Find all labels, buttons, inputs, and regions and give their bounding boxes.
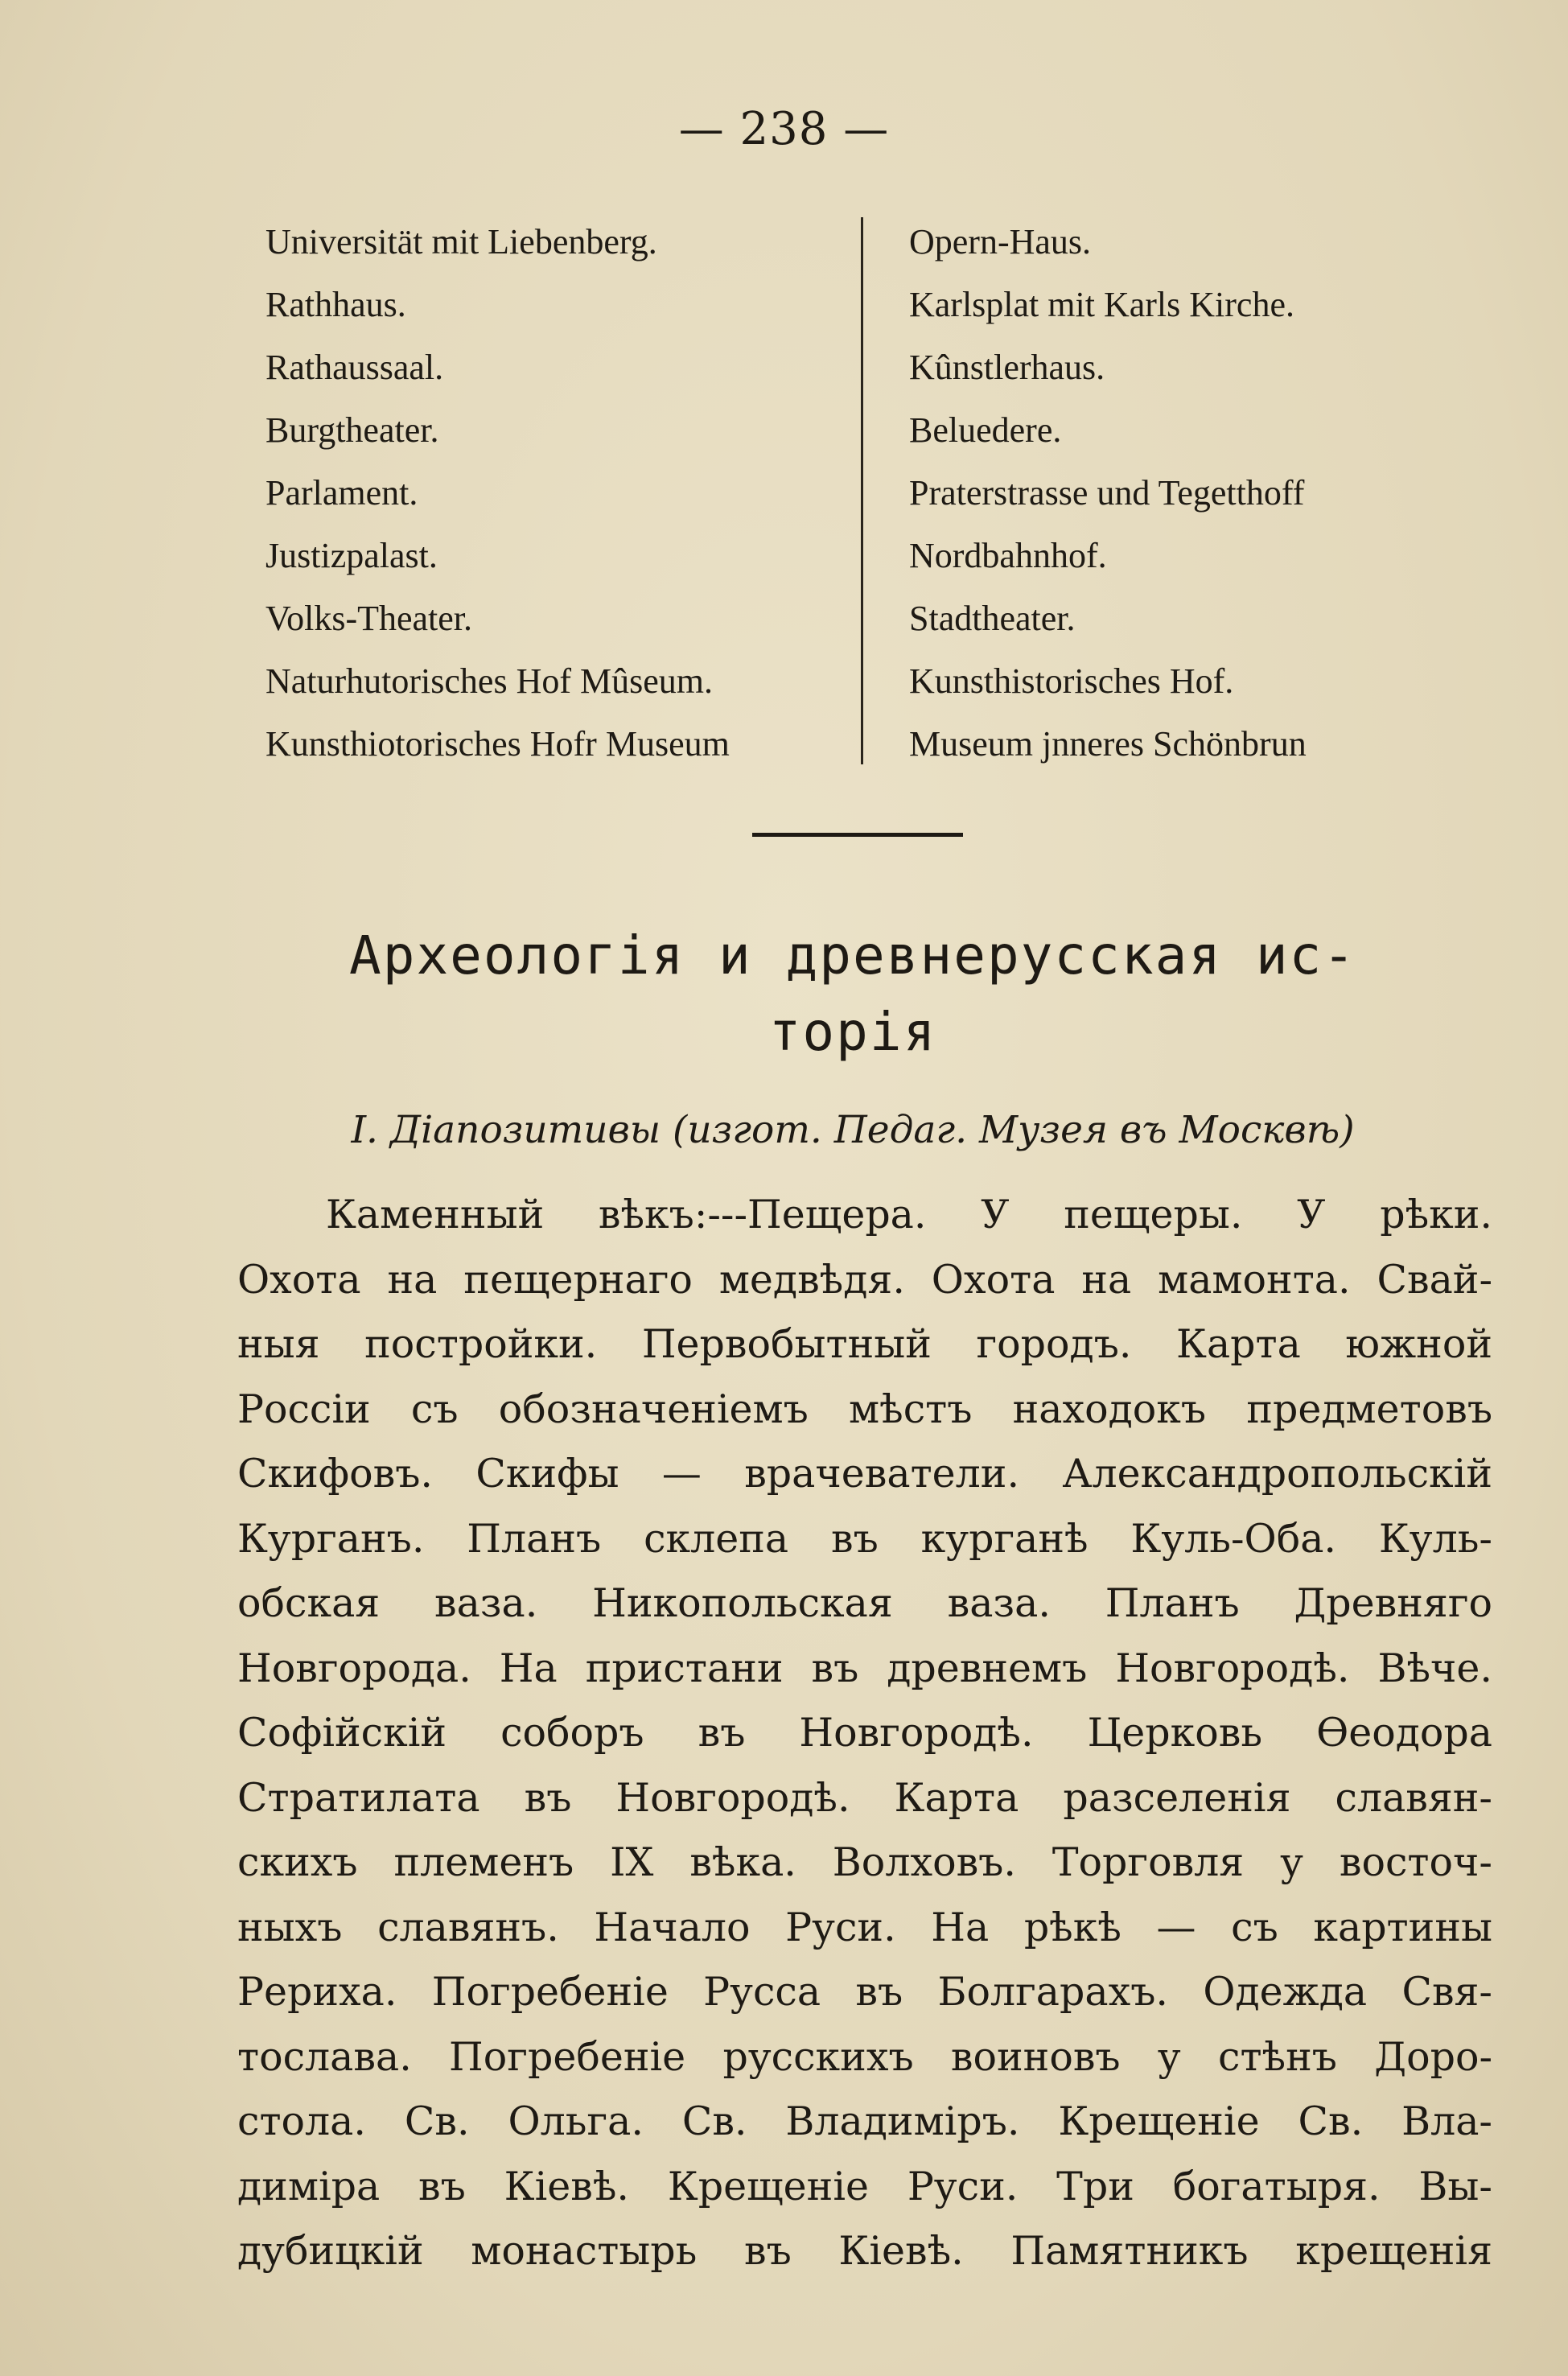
text-line: Новгорода. На пристани въ древнемъ Новгородѣ. Вѣче.: [237, 1645, 1492, 1691]
page-number: — 238 —: [678, 103, 890, 155]
subsection-title: I. Діапозитивы (изгот. Педаг. Музея въ Москвѣ): [351, 1108, 1355, 1152]
section-divider-rule: [752, 833, 963, 837]
list-item: Museum jnneres Schönbrun: [909, 724, 1307, 764]
text-line: Рериха. Погребеніе Русса въ Болгарахъ. Одежда Свя-: [237, 1969, 1492, 2015]
section-title: [233, 917, 1472, 1070]
text-line: стола. Св. Ольга. Св. Владиміръ. Крещеніе Св. Вла-: [237, 2098, 1492, 2144]
list-item: Kunsthiotorisches Hofr Museum: [265, 724, 730, 764]
text-line: Софійскій соборъ въ Новгородѣ. Церковь Ѳеодора: [237, 1710, 1492, 1756]
text-line: обская ваза. Никопольская ваза. Планъ Древняго: [237, 1580, 1492, 1626]
list-item: Opern-Haus.: [909, 222, 1092, 261]
text-line: Охота на пещернаго медвѣдя. Охота на мамонта. Свай-: [237, 1256, 1492, 1303]
text-line: Каменный вѣкъ:---Пещера. У пещеры. У рѣки.: [326, 1192, 1492, 1237]
list-item: Praterstrasse und Tegetthoff: [909, 473, 1305, 513]
list-item: Beluedere.: [909, 410, 1062, 450]
text-line: ныя постройки. Первобытный городъ. Карта южной: [237, 1321, 1492, 1367]
list-item: Volks-Theater.: [265, 599, 473, 638]
column-divider: [861, 217, 863, 764]
list-item: Karlsplat mit Karls Kirche.: [909, 285, 1294, 324]
right-column: [909, 211, 1472, 776]
list-item: Rathaussaal.: [265, 348, 444, 387]
text-line: Стратилата въ Новгородѣ. Карта разселенія славян-: [237, 1774, 1492, 1821]
text-line: тослава. Погребеніе русскихъ воиновъ у стѣнъ Доро-: [237, 2033, 1492, 2080]
list-item: Justizpalast.: [265, 536, 438, 575]
list-item: Universität mit Liebenberg.: [265, 222, 657, 261]
text-line: Россіи съ обозначеніемъ мѣстъ находокъ предметовъ: [237, 1386, 1492, 1432]
list-item: Kûnstlerhaus.: [909, 348, 1105, 387]
list-item: Burgtheater.: [265, 410, 439, 450]
list-item: Stadtheater.: [909, 599, 1076, 638]
two-column-list: [265, 211, 1456, 774]
list-item: Nordbahnhof.: [909, 536, 1107, 575]
list-item: Parlament.: [265, 473, 418, 513]
text-line: дубицкій монастырь въ Кіевѣ. Памятникъ крещенія: [237, 2228, 1492, 2274]
left-column: [265, 211, 857, 776]
list-item: Naturhutorisches Hof Mûseum.: [265, 661, 714, 701]
text-line: Скифовъ. Скифы — врачеватели. Александропольскій: [237, 1451, 1492, 1497]
text-line: ныхъ славянъ. Начало Руси. На рѣкѣ — съ картины: [237, 1904, 1492, 1950]
text-line: Курганъ. Планъ склепа въ курганѣ Куль-Оба. Куль-: [237, 1515, 1492, 1562]
list-item: Rathhaus.: [265, 285, 406, 324]
text-line: скихъ племенъ IX вѣка. Волховъ. Торговля у восточ-: [237, 1839, 1492, 1885]
text-line: диміра въ Кіевѣ. Крещеніе Руси. Три богатыря. Вы-: [237, 2163, 1492, 2209]
list-item: Kunsthistorisches Hof.: [909, 661, 1234, 701]
body-paragraph: [237, 1183, 1492, 2284]
section-title-line: торія: [768, 1001, 937, 1063]
section-title-line: Археологія и древнерусская ис-: [348, 924, 1357, 986]
